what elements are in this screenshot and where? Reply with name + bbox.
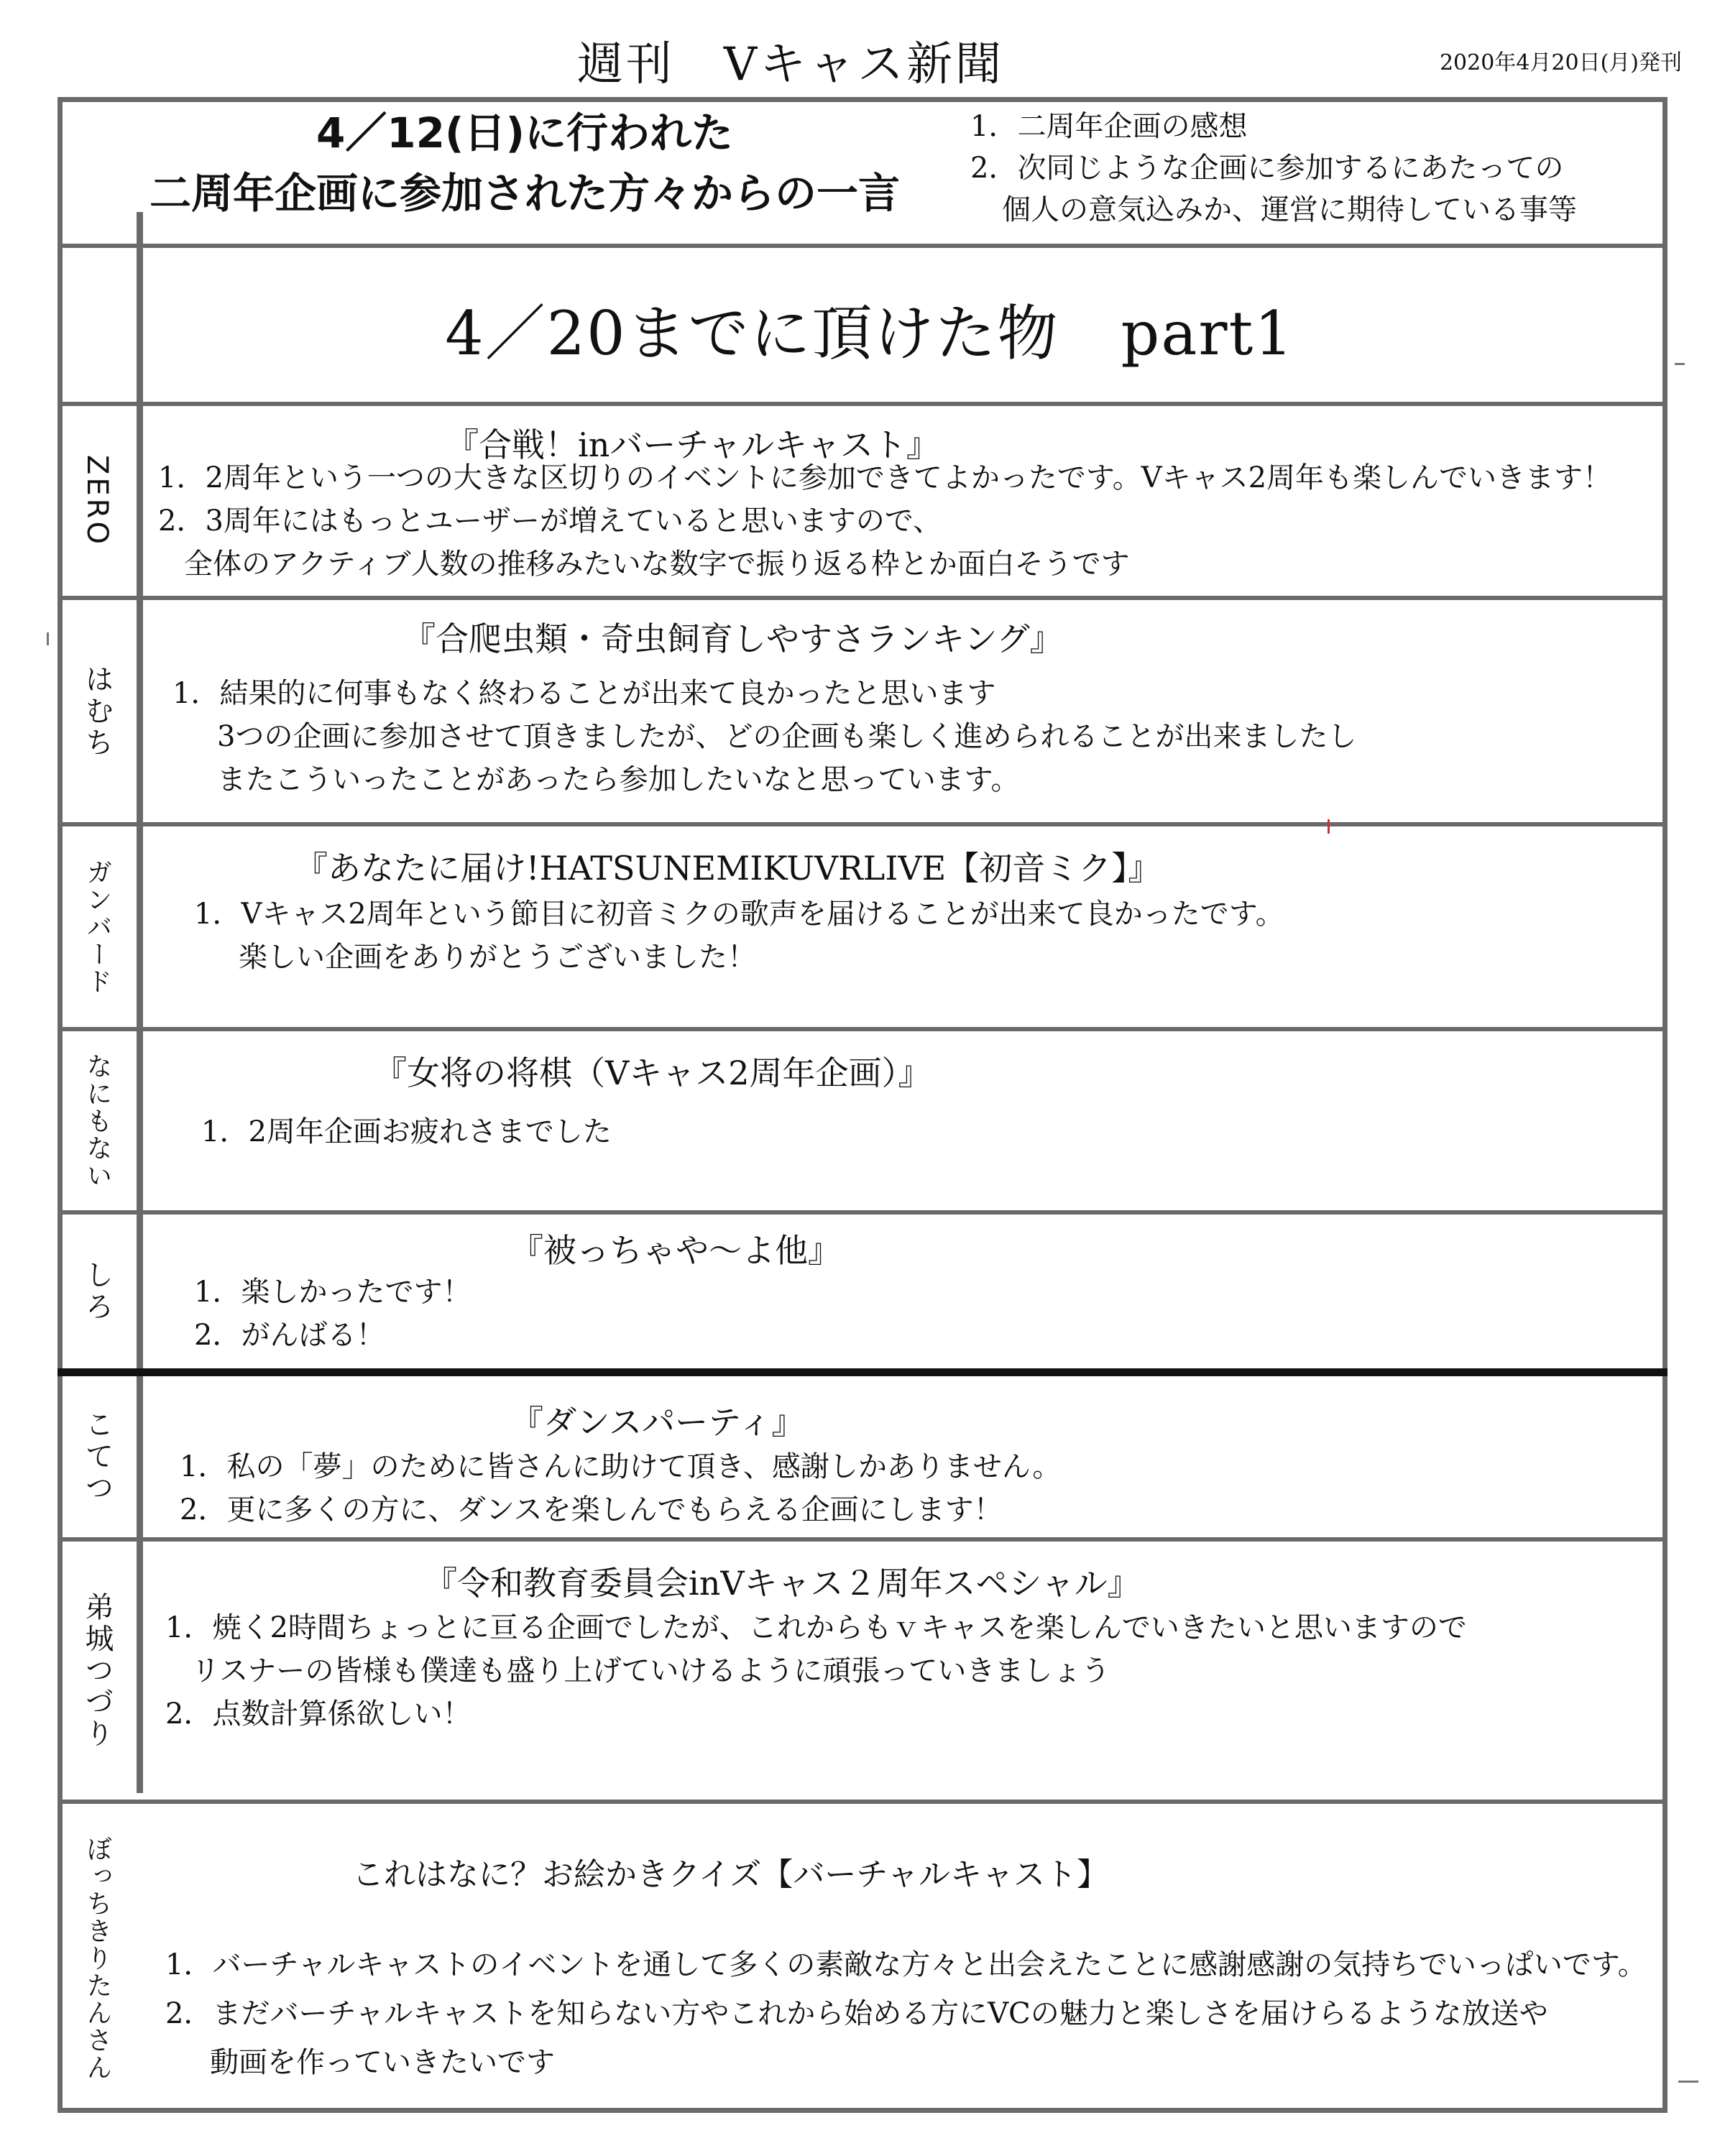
newspaper-title: 週刊 Vキャス新聞 (576, 38, 1005, 91)
comment-line: 2．更に多くの方に、ダンスを楽しんでもらえる企画にします！ (180, 1493, 1003, 1526)
entry-shiro (58, 1215, 1668, 1376)
entry-kotetsu (58, 1376, 1668, 1542)
comment-line: 1．Vキャス2周年という節目に初音ミクの歌声を届けることが出来て良かったです。 (194, 898, 1284, 931)
entry-comments (158, 456, 1611, 586)
entry-name-cell (58, 600, 137, 822)
entry-name: しろ (80, 1260, 114, 1323)
question-2: 2．次同じような企画に参加するにあたっての (970, 152, 1564, 185)
entry-hamuchi (58, 600, 1668, 826)
entry-bocchi-kiritan-san (58, 1804, 1668, 2113)
banner-section (58, 248, 1668, 406)
entry-title: 『合爬虫類・奇虫飼育しやすさランキング』 (402, 619, 1063, 658)
comment-line: またこういったことがあったら参加したいなと思っています。 (217, 763, 1020, 796)
comment-line: 1．焼く2時間ちょっとに亘る企画でしたが、これからもｖキャスを楽しんでいきたいと思いますので (165, 1611, 1467, 1644)
banner-heading: 4／20までに頂けた物 part1 (445, 298, 1294, 369)
comment-line: 1．2周年という一つの大きな区切りのイベントに参加できてよかったです。Vキャス2周年も楽しんでいきます！ (158, 461, 1612, 494)
comment-line: 1．結果的に何事もなく終わることが出来て良かったと思います (172, 677, 996, 710)
entry-title: これはなに？お絵かきクイズ【バーチャルキャスト】 (352, 1856, 1109, 1893)
comment-line: 楽しい企画をありがとうございました！ (239, 941, 756, 974)
entry-title: 『あなたに届け!HATSUNEMIKUVRLIVE【初音ミク】』 (295, 849, 1162, 888)
comment-line: 動画を作っていきたいです (210, 2046, 555, 2079)
comment-line: 3つの企画に参加させて頂きましたが、どの企画も楽しく進められることが出来ましたし (217, 720, 1357, 753)
header-title (58, 103, 992, 224)
entry-title: 『令和教育委員会inVキャス２周年スペシャル』 (424, 1564, 1141, 1603)
entry-name-cell (58, 1215, 137, 1368)
question-list (970, 106, 1660, 231)
entry-name: 弟城つづり (80, 1591, 114, 1750)
comment-line: 1．2周年企画お疲れさまでした (201, 1115, 612, 1148)
entry-name-cell (58, 1376, 137, 1537)
entry-zero (58, 406, 1668, 600)
header-section (58, 97, 1668, 248)
header-title-line1: 4／12(日)に行われた (316, 109, 734, 157)
entry-ganbird (58, 826, 1668, 1031)
masthead (0, 20, 1725, 92)
entry-title: 『女将の将棋（Vキャス2周年企画）』 (374, 1054, 932, 1092)
comment-line: 1．バーチャルキャストのイベントを通して多くの素敵な方々と出会えたことに感謝感謝の気持ちでいっぱいです。 (165, 1948, 1647, 1981)
issue-date: 2020年4月20日(月)発刊 (1439, 50, 1682, 75)
stray-mark (1328, 819, 1330, 834)
entry-name: ぼっちきりたんさん (83, 1835, 112, 2081)
entry-nanimonai (58, 1031, 1668, 1215)
comment-line: 1．楽しかったです！ (194, 1276, 472, 1309)
entry-comments (165, 1940, 1647, 2087)
entry-name: こてつ (80, 1409, 114, 1504)
comment-line: 全体のアクティブ人数の推移みたいな数字で振り返る枠とか面白そうです (184, 548, 1130, 581)
entry-comments (201, 1110, 612, 1153)
entry-teishiro-tsuzuri (58, 1542, 1668, 1804)
entry-name: なにもない (83, 1052, 112, 1189)
entry-title: 『被っちゃや〜よ他』 (510, 1231, 841, 1270)
comment-line: リスナーの皆様も僕達も盛り上げていけるように頑張っていきましょう (191, 1654, 1110, 1687)
stray-mark (1675, 363, 1685, 365)
entry-name-cell (58, 1804, 137, 2113)
entry-name-cell (58, 1031, 137, 1210)
comment-line: 1．私の「夢」のために皆さんに助けて頂き、感謝しかありません。 (180, 1450, 1062, 1483)
question-2-continued: 個人の意気込みか、運営に期待している事等 (1002, 193, 1577, 226)
comment-line: 2．点数計算係欲しい！ (165, 1697, 472, 1731)
entry-name-cell (58, 826, 137, 1027)
stray-mark (1678, 2081, 1698, 2083)
entry-name: ZERO (80, 455, 114, 547)
header-title-line2: 二周年企画に参加された方々からの一言 (149, 169, 900, 218)
entry-name: ガンバード (83, 858, 112, 995)
entry-comments (194, 893, 1284, 979)
comment-line: 2．3周年にはもっとユーザーが増えていると思いますので、 (158, 505, 942, 538)
comment-line: 2．がんばる！ (194, 1319, 385, 1352)
entry-comments (194, 1271, 471, 1357)
entry-name-cell (58, 1542, 137, 1800)
entry-name-cell (58, 406, 137, 596)
entry-title: 『合戦！inバーチャルキャスト』 (446, 425, 939, 464)
entry-title: 『ダンスパーティ』 (510, 1403, 805, 1442)
entry-name: はむち (80, 663, 114, 759)
entry-comments (165, 1606, 1467, 1736)
entry-comments (172, 672, 1356, 801)
entry-comments (180, 1445, 1061, 1531)
stray-mark (47, 632, 49, 645)
question-1: 1．二周年企画の感想 (970, 110, 1248, 143)
comment-line: 2．まだバーチャルキャストを知らない方やこれから始める方にVCの魅力と楽しさを届けらるような放送や (165, 1997, 1548, 2030)
